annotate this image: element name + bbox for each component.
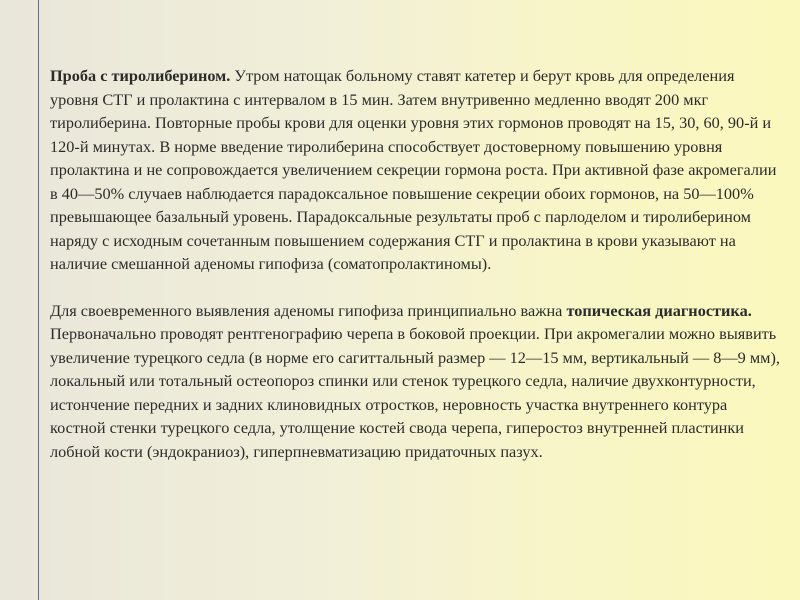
paragraph-heading-thyroliberin-test: Проба с тиролиберином.	[50, 66, 231, 85]
paragraph-heading-topical-diagnosis: топическая диагностика.	[566, 300, 752, 320]
paragraph-thyroliberin-test	[50, 64, 780, 276]
paragraph-text-topical-diagnosis: Первоначально проводят рентгенографию черепа в боковой проекции. При акромегалии можно выявить увеличение турецкого седла (в норме его сагиттальный размер — 12—15 мм, вертикальный — 8—9 мм), локальный или тотальный остеопороз спинки или стенок турецкого седла, наличие двухконтурности, истончение передних и задних клиновидных отростков, неровность участка внутреннего контура костной стенки турецкого седла, утолщение костей свода черепа, гиперостоз внутренней пластинки лобной кости (эндокраниоз), гиперпневматизацию придаточных пазух.	[50, 324, 780, 461]
paragraph-lead-topical-diagnosis: Для своевременного выявления аденомы гипофиза принципиально важна	[50, 300, 567, 320]
paragraph-topical-diagnosis	[50, 299, 780, 464]
slide-body	[50, 64, 780, 463]
paragraph-text-thyroliberin-test: Утром натощак больному ставят катетер и берут кровь для определения уровня СТГ и пролактина с интервалом в 15 мин. Затем внутривенно медленно вводят 200 мкг тиролиберина. Повторные пробы крови для оценки уровня этих гормонов проводят на 15, 30, 60, 90-й и 120-й минутах. В норме введение тиролиберина способствует достоверному повышению уровня пролактина и не сопровождается увеличением секреции гормона роста. При активной фазе акромегалии в 40—50% случаев наблюдается парадоксальное повышение секреции обоих гормонов, на 50—100% превышающее базальный уровень. Парадоксальные результаты проб с парлоделом и тиролиберином наряду с исходным сочетанным повышением содержания СТГ и пролактина в крови указывают на наличие смешанной аденомы гипофиза (соматопролактиномы).	[50, 66, 777, 273]
left-border-line	[38, 0, 39, 600]
